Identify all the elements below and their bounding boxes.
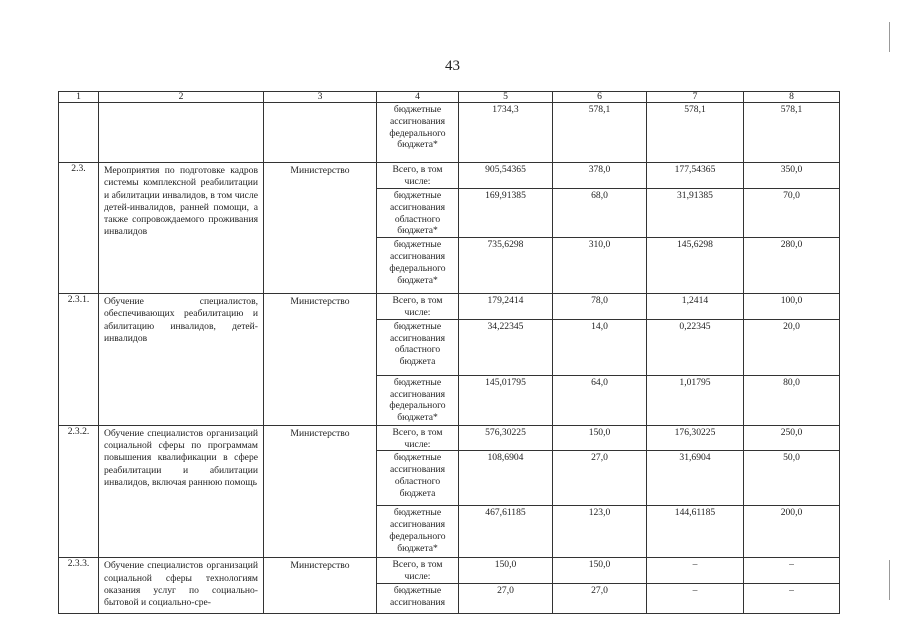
value-cell: 576,30225 [459, 425, 553, 451]
value-cell: 145,01795 [459, 375, 553, 425]
value-cell: 578,1 [553, 103, 647, 163]
funding-source-cell: бюджетные ассигнования областного бюджета [377, 319, 459, 375]
executor-cell: Министерство [264, 294, 377, 426]
value-cell: 68,0 [553, 189, 647, 238]
item-number-cell [59, 103, 99, 163]
header-row [59, 92, 840, 103]
item-number-cell: 2.3. [59, 163, 99, 294]
value-cell: 50,0 [744, 451, 840, 506]
funding-source-cell: бюджетные ассигнования федерального бюджета* [377, 238, 459, 294]
table-row [59, 425, 840, 451]
funding-source-cell: Всего, в том числе: [377, 425, 459, 451]
value-cell: 78,0 [553, 294, 647, 320]
column-header: 5 [459, 92, 553, 103]
table-row [59, 103, 840, 163]
value-cell: 0,22345 [647, 319, 744, 375]
value-cell: 578,1 [647, 103, 744, 163]
value-cell: – [744, 558, 840, 584]
column-header: 7 [647, 92, 744, 103]
column-header: 4 [377, 92, 459, 103]
funding-source-cell: бюджетные ассигнования [377, 583, 459, 613]
value-cell: 27,0 [553, 583, 647, 613]
value-cell: 200,0 [744, 506, 840, 558]
value-cell: 150,0 [553, 558, 647, 584]
value-cell: – [647, 558, 744, 584]
value-cell: 64,0 [553, 375, 647, 425]
funding-source-cell: бюджетные ассигнования федерального бюджета* [377, 375, 459, 425]
value-cell: 145,6298 [647, 238, 744, 294]
value-cell: 735,6298 [459, 238, 553, 294]
description-cell: Обучение специалистов организаций социальной сферы по программам повышения квалификации в сфере реабилитации и абилитации инвалидов, включая раннюю помощь [99, 425, 264, 558]
executor-cell: Министерство [264, 558, 377, 614]
funding-source-cell: Всего, в том числе: [377, 294, 459, 320]
value-cell: 578,1 [744, 103, 840, 163]
table-row [59, 294, 840, 320]
scan-mark [889, 560, 890, 600]
value-cell: 144,61185 [647, 506, 744, 558]
funding-source-cell: бюджетные ассигнования областного бюджета [377, 451, 459, 506]
item-number-cell: 2.3.1. [59, 294, 99, 426]
funding-source-cell: бюджетные ассигнования федерального бюджета* [377, 103, 459, 163]
value-cell: – [744, 583, 840, 613]
funding-source-cell: Всего, в том числе: [377, 558, 459, 584]
value-cell: 176,30225 [647, 425, 744, 451]
description-cell: Мероприятия по подготовке кадров системы комплексной реабилитации и абилитации инвалидов, в том числе детей-инвалидов, ранней помощи, а также сопровождаемого проживания инвалидов [99, 163, 264, 294]
value-cell: 467,61185 [459, 506, 553, 558]
value-cell: 378,0 [553, 163, 647, 189]
value-cell: 250,0 [744, 425, 840, 451]
value-cell: 31,6904 [647, 451, 744, 506]
value-cell: 350,0 [744, 163, 840, 189]
item-number-cell: 2.3.3. [59, 558, 99, 614]
value-cell: 108,6904 [459, 451, 553, 506]
table-row [59, 558, 840, 584]
value-cell: 150,0 [553, 425, 647, 451]
value-cell: 31,91385 [647, 189, 744, 238]
table-row [59, 163, 840, 189]
value-cell: 179,2414 [459, 294, 553, 320]
value-cell: 169,91385 [459, 189, 553, 238]
value-cell: 123,0 [553, 506, 647, 558]
value-cell: 905,54365 [459, 163, 553, 189]
description-cell: Обучение специалистов, обеспечивающих реабилитацию и абилитацию инвалидов, детей-инвалидов [99, 294, 264, 426]
column-header: 8 [744, 92, 840, 103]
value-cell: 1734,3 [459, 103, 553, 163]
page-number: 43 [445, 58, 460, 74]
budget-table [58, 91, 840, 614]
item-number-cell: 2.3.2. [59, 425, 99, 558]
value-cell: 310,0 [553, 238, 647, 294]
executor-cell [264, 103, 377, 163]
value-cell: 34,22345 [459, 319, 553, 375]
funding-source-cell: Всего, в том числе: [377, 163, 459, 189]
funding-source-cell: бюджетные ассигнования областного бюджета* [377, 189, 459, 238]
value-cell: 1,01795 [647, 375, 744, 425]
value-cell: 1,2414 [647, 294, 744, 320]
column-header: 3 [264, 92, 377, 103]
description-cell [99, 103, 264, 163]
column-header: 1 [59, 92, 99, 103]
executor-cell: Министерство [264, 425, 377, 558]
value-cell: 100,0 [744, 294, 840, 320]
value-cell: 70,0 [744, 189, 840, 238]
executor-cell: Министерство [264, 163, 377, 294]
value-cell: 14,0 [553, 319, 647, 375]
value-cell: – [647, 583, 744, 613]
value-cell: 27,0 [553, 451, 647, 506]
description-cell: Обучение специалистов организаций социальной сферы технологиям оказания услуг по социально-бытовой и социально-сре- [99, 558, 264, 614]
value-cell: 27,0 [459, 583, 553, 613]
value-cell: 177,54365 [647, 163, 744, 189]
value-cell: 280,0 [744, 238, 840, 294]
value-cell: 80,0 [744, 375, 840, 425]
funding-source-cell: бюджетные ассигнования федерального бюджета* [377, 506, 459, 558]
value-cell: 20,0 [744, 319, 840, 375]
column-header: 2 [99, 92, 264, 103]
value-cell: 150,0 [459, 558, 553, 584]
scan-mark [889, 22, 890, 52]
column-header: 6 [553, 92, 647, 103]
